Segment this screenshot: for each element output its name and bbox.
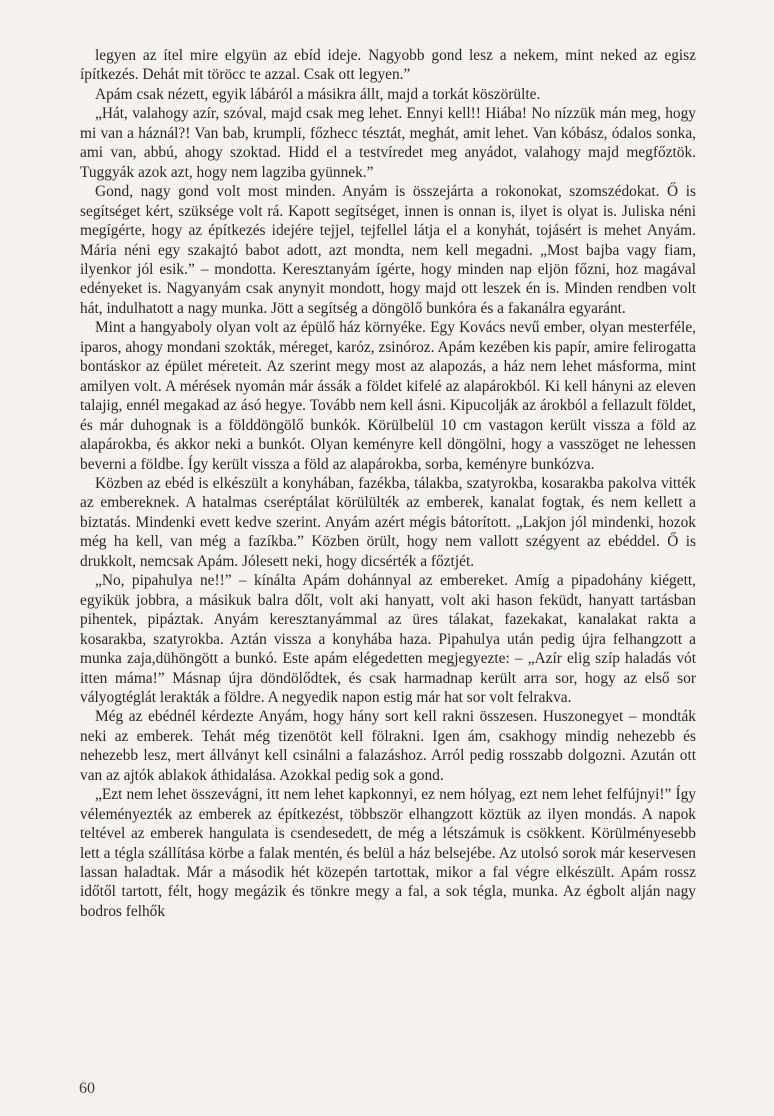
paragraph: „Ezt nem lehet összevágni, itt nem lehet kapkonnyi, ez nem hólyag, ezt nem lehet felfújnyi!” Így véleményezték az emberek az építkezést, többször elhangzott köztük az ilyen mondás. A napok teltével az emberek hangulata is csendesedett, de még a létszámuk is csökkent. Körülményesebb lett a tégla szállítása körbe a falak mentén, és belül a ház belsejébe. Az utolsó sorok már keservesen lassan haladtak. Már a második hét közepén tartottak, mikor a fal végre elkészült. Apám rossz időtől tartott, félt, hogy megázik és tönkre megy a fal, a sok tégla, munka. Az égbolt alján nagy bodros felhők (80, 786, 696, 920)
paragraph: Közben az ebéd is elkészült a konyhában, fazékba, tálakba, szatyrokba, kosarakba pakolva vitték az embereknek. A hatalmas cseréptálat körülülték az emberek, kanalat fogtak, és nem kellett a biztatás. Mindenki evett kedve szerint. Anyám azért mégis bátorított. „Lakjon jól mindenki, hozok még ha kell, van még a fazíkba.” Közben örült, hogy nem vallott szégyent az ebéddel. Ő is drukkolt, nemcsak Apám. Jólesett neki, hogy dicsérték a főztjét. (80, 474, 696, 570)
page-body (80, 46, 696, 921)
paragraph: Apám csak nézett, egyik lábáról a másikra állt, majd a torkát köszörülte. (95, 85, 541, 103)
paragraph: Még az ebédnél kérdezte Anyám, hogy hány sort kell rakni összesen. Huszonegyet – mondták neki az emberek. Tehát még tizenötöt kell fölrakni. Igen ám, csakhogy mindig nehezebb és nehezebb lesz, mert állványt kell csinálni a falazáshoz. Arról pedig rosszabb dolgozni. Azután ott van az ajtók ablakok áthidalása. Azokkal pedig sok a gond. (80, 708, 696, 784)
paragraph: legyen az ítel mire elgyün az ebíd ideje. Nagyobb gond lesz a nekem, mint neked az egisz ípítkezés. Dehát mit töröcc te azzal. Csak ott legyen.” (80, 47, 696, 84)
page-number: 60 (79, 1080, 95, 1097)
paragraph: Gond, nagy gond volt most minden. Anyám is összejárta a rokonokat, szomszédokat. Ő is segítséget kért, szüksége volt rá. Kapott segítséget, innen is onnan is, ilyet is olyat is. Juliska néni megígérte, hogy az építkezés idejére tejjel, tejfellel látja el a konyhát, tojásért is mehet Anyám. Mária néni egy szakajtó babot adott, azt mondta, nem kell megadni. „Most bajba vagy fiam, ilyenkor jól esik.” – mondotta. Keresztanyám ígérte, hogy minden nap eljön főzni, hoz magával edényeket is. Nagyanyám csak anynyit mondott, hogy majd ott leszek én is. Minden rendben volt hát, indulhatott a nagy munka. Jött a segítség a döngölő bunkóra és a fakanálra egyaránt. (80, 183, 696, 317)
paragraph: „Hát, valahogy azír, szóval, majd csak meg lehet. Ennyi kell!! Hiába! No nízzük mán meg, hogy mi van a háznál?! Van bab, krumpli, főzhecc tésztát, meghát, amit lehet. Van kóbász, ódalos sonka, ami van, abbú, ahogy szoktad. Hidd el a testvíredet meg anyádot, valahogy majd megfőztök. Tuggyák azok azt, hogy nem lagziba gyünnek.” (80, 105, 696, 181)
paragraph: „No, pipahulya ne!!” – kínálta Apám dohánnyal az embereket. Amíg a pipadohány kiégett, egyikük jobbra, a másikuk balra dőlt, volt aki hanyatt, volt aki hason feküdt, hanyatt tartásban pihentek, pipáztak. Anyám keresztanyámmal az üres tálakat, fazekakat, kanalakat rakta a kosarakba, szatyrokba. Aztán vissza a konyhába haza. Pipahulya után pedig újra felhangzott a munka zaja,dühöngött a bunkó. Este apám elégedetten megjegyezte: – „Azír elig szíp haladás vót itten máma!” Másnap újra döndölődtek, és csak harmadnap került arra sor, hogy az első sor vályogtéglát lerakták a földre. A negyedik napon estig már hat sor volt felrakva. (80, 572, 696, 706)
paragraph: Mint a hangyaboly olyan volt az épülő ház környéke. Egy Kovács nevű ember, olyan mesterféle, iparos, ahogy mondani szokták, méreget, karóz, zsinóroz. Apám kezében kis papír, amire felirogatta bontáskor az épület méreteit. Az szerint megy most az alapozás, a ház nem lehet másforma, mint amilyen volt. A mérések nyomán már ássák a földet kifelé az alapárokból. Ki kell hányni az eleven talajig, ennél megakad az ásó hegye. Tovább nem kell ásni. Kipucolják az árokból a fellazult földet, és már duhognak is a földdöngölő bunkók. Körülbelül 10 cm vastagon került vissza a föld az alapárokba, és akkor neki a bunkót. Olyan keményre kell döngölni, hogy a vasszöget ne lehessen beverni a földbe. Így került vissza a föld az alapárokba, sorba, keményre bunkózva. (80, 319, 696, 473)
